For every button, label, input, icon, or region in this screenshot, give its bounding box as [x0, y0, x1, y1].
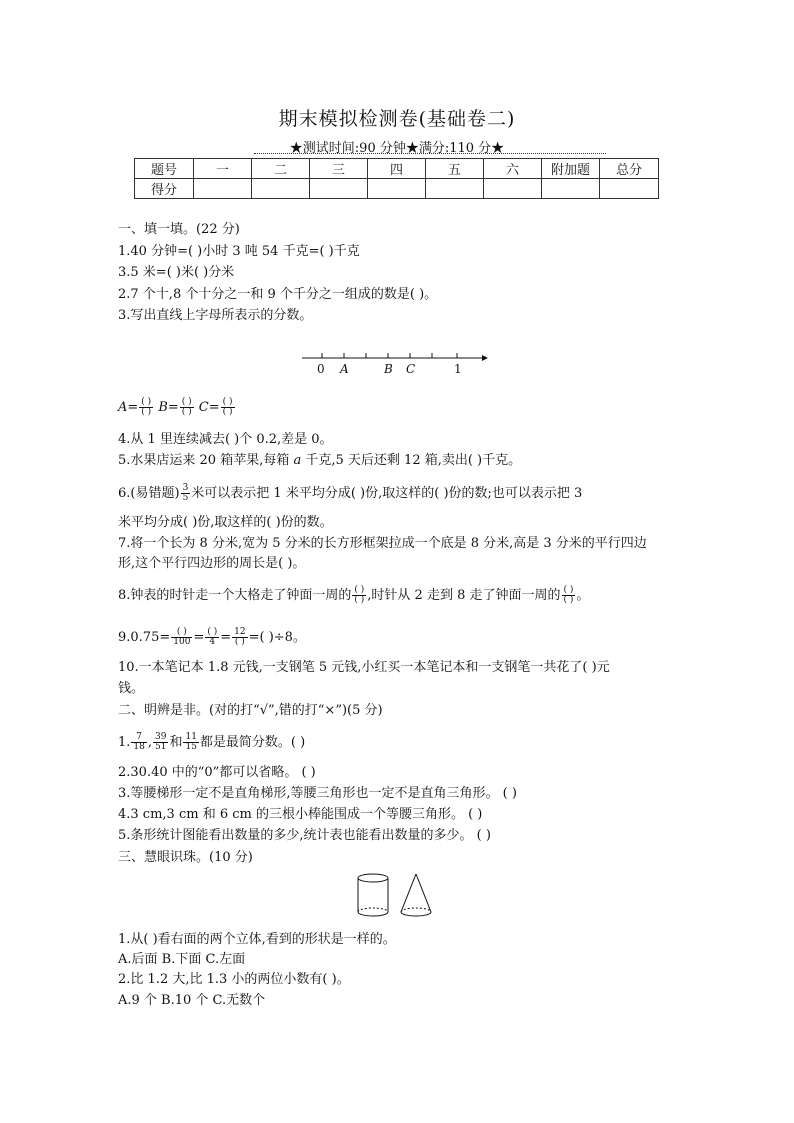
- question-1-10: 10.一本笔记本 1.8 元钱,一支钢笔 5 元钱,小红买一本笔记本和一支钢笔一共花了( )元: [118, 660, 610, 675]
- score-input-cell[interactable]: [310, 179, 368, 199]
- section3-heading: 三、慧眼识珠。(10 分): [118, 850, 253, 865]
- question-1-3-answers: [118, 398, 236, 417]
- section1-heading: 一、填一填。(22 分): [118, 222, 240, 237]
- score-table-header-row: [135, 159, 659, 179]
- numberline-label-1: 1: [454, 362, 462, 376]
- answer-c-label: C=: [198, 400, 220, 415]
- question-1-3: 3.写出直线上字母所表示的分数。: [118, 308, 313, 323]
- solids-figure: [352, 870, 442, 922]
- score-cell: 得分: [135, 179, 194, 199]
- question-1-8: 8.钟表的时针走一个大格走了钟面一周的 $\frac{( )}{( )}$ ,时针从 2 走到 8 走了钟面一周的 $\frac{( )}{( )}$ 。: [118, 585, 590, 605]
- score-cell: 总分: [600, 159, 659, 179]
- score-input-cell[interactable]: [252, 179, 310, 199]
- question-1-9: 9.0.75= $\frac{( )}{100}$ = $\frac{( )}{4}$ = $\frac{12}{( )}$ =( )÷8。: [118, 627, 306, 647]
- cylinder-shape: [358, 874, 388, 916]
- section2-heading: 二、明辨是非。(对的打“√”,错的打“×”)(5 分): [118, 703, 383, 718]
- cone-shape: [401, 874, 431, 916]
- numberline-label-b: B: [384, 362, 393, 376]
- score-input-cell[interactable]: [484, 179, 542, 199]
- answer-b-label: B=: [158, 400, 179, 415]
- dotted-divider: [254, 153, 606, 154]
- question-2-3: 3.等腰梯形一定不是直角梯形,等腰三角形也一定不是直角三角形。 ( ): [118, 786, 517, 801]
- score-cell: 三: [310, 159, 368, 179]
- fraction-blank[interactable]: $\frac{( )}{( )}$: [222, 397, 233, 417]
- question-1-7b: 形,这个平行四边形的周长是( )。: [118, 556, 306, 571]
- numberline-label-0: 0: [317, 362, 325, 376]
- exam-subtitle: ★测试时间:90 分钟★满分:110 分★: [289, 141, 505, 156]
- fraction-blank[interactable]: $\frac{( )}{( )}$: [141, 397, 152, 417]
- score-cell: 一: [194, 159, 252, 179]
- exam-title: 期末模拟检测卷(基础卷二): [278, 108, 516, 130]
- score-table: [134, 158, 659, 199]
- score-input-cell[interactable]: [600, 179, 659, 199]
- score-input-cell[interactable]: [426, 179, 484, 199]
- score-cell: 五: [426, 159, 484, 179]
- question-3-2-options[interactable]: A.9 个 B.10 个 C.无数个: [118, 993, 266, 1008]
- fraction: $\frac{39}{51}$: [155, 732, 167, 752]
- score-cell: 题号: [135, 159, 194, 179]
- score-input-cell[interactable]: [542, 179, 600, 199]
- question-2-5: 5.条形统计图能看出数量的多少,统计表也能看出数量的多少。 ( ): [118, 828, 491, 843]
- fraction-blank[interactable]: $\frac{( )}{4}$: [207, 627, 218, 647]
- question-1-10b: 钱。: [118, 681, 145, 696]
- numberline-label-a: A: [340, 362, 349, 376]
- score-table-score-row: [135, 179, 659, 199]
- question-1-2: 2.7 个十,8 个十分之一和 9 个千分之一组成的数是( )。: [118, 287, 438, 302]
- fraction-blank[interactable]: $\frac{( )}{100}$: [173, 627, 191, 647]
- question-3-2: 2.比 1.2 大,比 1.3 小的两位小数有( )。: [118, 972, 350, 987]
- question-1-6b: 米平均分成( )份,取这样的( )份的数。: [118, 515, 333, 530]
- score-input-cell[interactable]: [368, 179, 426, 199]
- fraction-blank[interactable]: $\frac{( )}{( )}$: [181, 397, 192, 417]
- fraction-blank[interactable]: $\frac{12}{( )}$: [234, 627, 246, 647]
- question-2-1: 1. $\frac{7}{18}$ , $\frac{39}{51}$ 和 $\frac{11}{15}$ 都是最简分数。( ): [118, 732, 306, 752]
- question-2-2: 2.30.40 中的“0”都可以省略。 ( ): [118, 765, 316, 780]
- fraction-blank[interactable]: $\frac{( )}{( )}$: [354, 585, 365, 605]
- question-3-1-options[interactable]: A.后面 B.下面 C.左面: [118, 952, 246, 967]
- question-1-7: 7.将一个长为 8 分米,宽为 5 分米的长方形框架拉成一个底是 8 分米,高是 3 分米的平行四边: [118, 536, 647, 551]
- question-1-6: 6.(易错题) $\frac{3}{5}$ 米可以表示把 1 米平均分成( )份,取这样的( )份的数;也可以表示把 3: [118, 483, 583, 503]
- score-input-cell[interactable]: [194, 179, 252, 199]
- question-1-1: 1.40 分钟=( )小时 3 吨 54 千克=( )千克: [118, 244, 360, 259]
- numberline-label-c: C: [406, 362, 416, 376]
- question-1-5: 5.水果店运来 20 箱苹果,每箱 a 千克,5 天后还剩 12 箱,卖出( )千克。: [118, 453, 522, 468]
- score-cell: 六: [484, 159, 542, 179]
- question-1-1b: 3.5 米=( )米( )分米: [118, 265, 235, 280]
- answer-a-label: A=: [118, 400, 139, 415]
- question-3-1: 1.从( )看右面的两个立体,看到的形状是一样的。: [118, 932, 396, 947]
- question-1-4: 4.从 1 里连续减去( )个 0.2,差是 0。: [118, 432, 333, 447]
- fraction: $\frac{7}{18}$: [133, 732, 145, 752]
- fraction: $\frac{11}{15}$: [185, 732, 197, 752]
- score-cell: 四: [368, 159, 426, 179]
- question-2-4: 4.3 cm,3 cm 和 6 cm 的三根小棒能围成一个等腰三角形。 ( ): [118, 807, 483, 822]
- fraction-blank[interactable]: $\frac{( )}{( )}$: [563, 585, 574, 605]
- fraction: $\frac{3}{5}$: [182, 483, 189, 503]
- score-cell: 附加题: [542, 159, 600, 179]
- score-cell: 二: [252, 159, 310, 179]
